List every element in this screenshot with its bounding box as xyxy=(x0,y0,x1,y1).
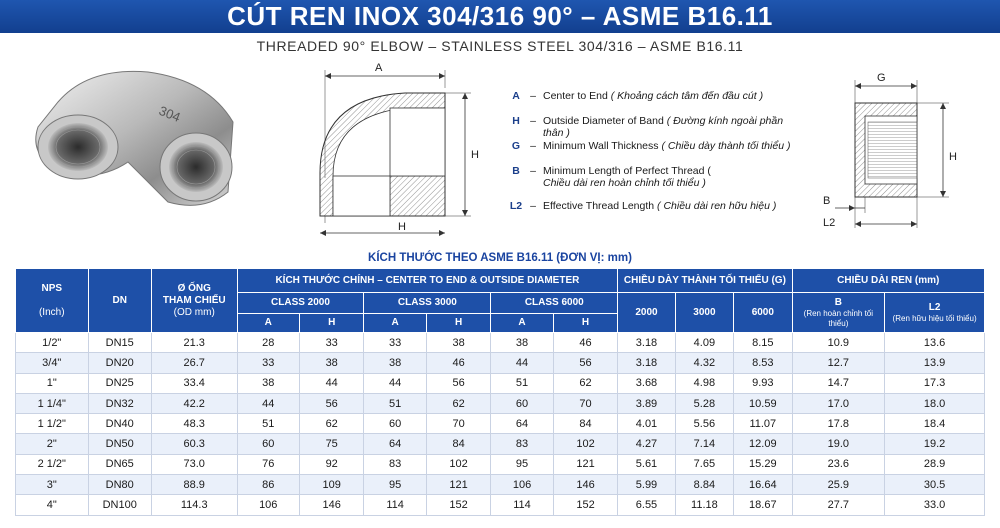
table-cell: 5.56 xyxy=(675,414,733,434)
table-cell: 18.0 xyxy=(885,393,985,413)
table-cell: 102 xyxy=(553,434,618,454)
legend-code: H xyxy=(512,115,520,127)
table-cell: DN40 xyxy=(88,414,151,434)
header-b xyxy=(792,293,885,333)
table-cell: 17.0 xyxy=(792,393,885,413)
table-cell: DN50 xyxy=(88,434,151,454)
legend-dash: – xyxy=(530,200,536,212)
table-row xyxy=(16,373,985,393)
table-cell: 27.7 xyxy=(792,495,885,515)
table-cell: 4.98 xyxy=(675,373,733,393)
table-row xyxy=(16,333,985,353)
table-cell: 28.9 xyxy=(885,454,985,474)
header-thread: CHIỀU DÀI REN (mm) xyxy=(792,269,984,293)
table-cell: 4.09 xyxy=(675,333,733,353)
table-cell: 146 xyxy=(299,495,363,515)
table-cell: 33 xyxy=(364,333,426,353)
table-cell: 70 xyxy=(426,414,490,434)
table-cell: 15.29 xyxy=(734,454,792,474)
table-cell: 3/4" xyxy=(16,353,89,373)
header-b-note: (Ren hoàn chỉnh tối thiểu) xyxy=(803,308,874,328)
table-cell: DN32 xyxy=(88,393,151,413)
socket-section-drawing xyxy=(805,68,975,238)
table-cell: 92 xyxy=(299,454,363,474)
header-dn: DN xyxy=(88,269,151,333)
table-row xyxy=(16,414,985,434)
table-row xyxy=(16,495,985,515)
table-cell: 6.55 xyxy=(618,495,675,515)
page-subtitle: THREADED 90° ELBOW – STAINLESS STEEL 304/316 – ASME B16.11 xyxy=(256,38,744,54)
table-cell: 76 xyxy=(237,454,299,474)
table-cell: 56 xyxy=(426,373,490,393)
table-body xyxy=(16,333,985,516)
table-cell: 44 xyxy=(491,353,553,373)
label-a: A xyxy=(375,62,383,74)
header-wall-3000: 3000 xyxy=(675,293,733,333)
table-cell: 60 xyxy=(237,434,299,454)
table-cell: 7.65 xyxy=(675,454,733,474)
header-nps-label: NPS xyxy=(41,282,63,294)
table-cell: 62 xyxy=(426,393,490,413)
table-cell: 14.7 xyxy=(792,373,885,393)
legend-note: ( Chiều dài ren hữu hiệu ) xyxy=(657,200,777,212)
table-cell: 62 xyxy=(553,373,618,393)
header-l2-label: L2 xyxy=(928,301,941,313)
header-l2 xyxy=(885,293,985,333)
table-cell: 102 xyxy=(426,454,490,474)
table-cell: 106 xyxy=(237,495,299,515)
table-cell: 3.68 xyxy=(618,373,675,393)
table-cell: 42.2 xyxy=(151,393,237,413)
table-cell: 84 xyxy=(426,434,490,454)
table-cell: 62 xyxy=(299,414,363,434)
table-cell: 11.18 xyxy=(675,495,733,515)
header-b-label: B xyxy=(834,296,842,308)
elbow-marking: 304 xyxy=(156,102,183,125)
table-cell: 18.4 xyxy=(885,414,985,434)
header-l2-note: (Ren hữu hiệu tối thiểu) xyxy=(892,313,977,323)
table-cell: 3.89 xyxy=(618,393,675,413)
table-cell: 152 xyxy=(426,495,490,515)
table-cell: 25.9 xyxy=(792,475,885,495)
table-cell: 64 xyxy=(491,414,553,434)
header-class-2000: CLASS 2000 xyxy=(237,293,364,314)
table-cell: 46 xyxy=(426,353,490,373)
table-cell: 60 xyxy=(364,414,426,434)
header-od-unit: (OD mm) xyxy=(173,306,215,318)
header-od xyxy=(151,269,237,333)
header-od-line1: Ø ỐNG xyxy=(177,282,211,294)
table-cell: DN25 xyxy=(88,373,151,393)
header-class-3000: CLASS 3000 xyxy=(364,293,491,314)
table-cell: 114 xyxy=(364,495,426,515)
table-cell: 60.3 xyxy=(151,434,237,454)
table-cell: 12.09 xyxy=(734,434,792,454)
table-cell: 70 xyxy=(553,393,618,413)
table-cell: 51 xyxy=(237,414,299,434)
table-cell: 3" xyxy=(16,475,89,495)
legend-note: Chiều dài ren hoàn chỉnh tối thiểu ) xyxy=(543,177,706,189)
table-cell: 4.32 xyxy=(675,353,733,373)
table-cell: 56 xyxy=(299,393,363,413)
table-cell: 23.6 xyxy=(792,454,885,474)
table-cell: 28 xyxy=(237,333,299,353)
table-cell: DN80 xyxy=(88,475,151,495)
header-h-3000: H xyxy=(426,314,490,333)
header-wall-2000: 2000 xyxy=(618,293,675,333)
label-l2: L2 xyxy=(823,217,836,229)
dimension-table xyxy=(15,268,985,516)
table-cell: 48.3 xyxy=(151,414,237,434)
table-cell: 1 1/4" xyxy=(16,393,89,413)
table-cell: 38 xyxy=(237,373,299,393)
table-cell: 2" xyxy=(16,434,89,454)
table-cell: 38 xyxy=(364,353,426,373)
table-cell: 13.6 xyxy=(885,333,985,353)
table-cell: 19.2 xyxy=(885,434,985,454)
header-nps-unit: (Inch) xyxy=(38,306,65,318)
label-g: G xyxy=(877,72,886,84)
legend-text: Minimum Wall Thickness xyxy=(543,140,659,152)
table-cell: 16.64 xyxy=(734,475,792,495)
table-cell: 121 xyxy=(426,475,490,495)
table-cell: 38 xyxy=(426,333,490,353)
label-h: H xyxy=(471,149,479,161)
table-cell: 19.0 xyxy=(792,434,885,454)
header-nps xyxy=(16,269,89,333)
table-cell: 10.9 xyxy=(792,333,885,353)
table-cell: 3.18 xyxy=(618,333,675,353)
table-cell: 106 xyxy=(491,475,553,495)
table-cell: 26.7 xyxy=(151,353,237,373)
legend-dash: – xyxy=(530,90,536,102)
table-cell: 83 xyxy=(491,434,553,454)
legend-desc xyxy=(543,115,805,139)
legend-note: ( Khoảng cách tâm đến đầu cút ) xyxy=(610,90,764,102)
table-cell: 152 xyxy=(553,495,618,515)
header-a-2000: A xyxy=(237,314,299,333)
table-cell: 64 xyxy=(364,434,426,454)
table-cell: 51 xyxy=(491,373,553,393)
table-cell: 121 xyxy=(553,454,618,474)
table-row xyxy=(16,393,985,413)
table-cell: 8.15 xyxy=(734,333,792,353)
legend-note: ( Đường kính ngoài phần thân ) xyxy=(543,115,784,139)
table-cell: 10.59 xyxy=(734,393,792,413)
legend-desc xyxy=(543,200,805,212)
table-cell: 1/2" xyxy=(16,333,89,353)
table-row xyxy=(16,454,985,474)
legend-code: L2 xyxy=(509,200,523,212)
table-cell: DN65 xyxy=(88,454,151,474)
table-cell: 56 xyxy=(553,353,618,373)
table-row xyxy=(16,353,985,373)
table-cell: 8.84 xyxy=(675,475,733,495)
table-cell: 88.9 xyxy=(151,475,237,495)
legend-desc xyxy=(543,165,805,189)
table-cell: 75 xyxy=(299,434,363,454)
table-cell: 13.9 xyxy=(885,353,985,373)
table-cell: 146 xyxy=(553,475,618,495)
table-cell: 18.67 xyxy=(734,495,792,515)
table-cell: 5.99 xyxy=(618,475,675,495)
table-cell: 44 xyxy=(299,373,363,393)
table-cell: 83 xyxy=(364,454,426,474)
table-cell: 46 xyxy=(553,333,618,353)
table-cell: 33 xyxy=(237,353,299,373)
table-cell: 114 xyxy=(491,495,553,515)
table-title: KÍCH THƯỚC THEO ASME B16.11 (ĐƠN VỊ: mm) xyxy=(368,252,632,264)
table-cell: 12.7 xyxy=(792,353,885,373)
table-cell: 95 xyxy=(491,454,553,474)
label-h2: H xyxy=(949,151,957,163)
header-main-dims: KÍCH THƯỚC CHÍNH – CENTER TO END & OUTSIDE DIAMETER xyxy=(237,269,618,293)
legend-code: A xyxy=(512,90,520,102)
table-cell: 51 xyxy=(364,393,426,413)
table-cell: 11.07 xyxy=(734,414,792,434)
table-row xyxy=(16,475,985,495)
label-h-bottom: H xyxy=(398,221,406,233)
header-h-6000: H xyxy=(553,314,618,333)
table-row xyxy=(16,434,985,454)
table-cell: 30.5 xyxy=(885,475,985,495)
label-b: B xyxy=(823,195,831,207)
legend-text: Center to End xyxy=(543,90,608,102)
table-cell: 44 xyxy=(237,393,299,413)
table-cell: 1 1/2" xyxy=(16,414,89,434)
legend-dash: – xyxy=(530,115,536,127)
table-cell: 17.8 xyxy=(792,414,885,434)
elbow-product-image xyxy=(18,62,253,220)
table-cell: 1" xyxy=(16,373,89,393)
table-cell: 33.0 xyxy=(885,495,985,515)
table-cell: 17.3 xyxy=(885,373,985,393)
table-cell: 33 xyxy=(299,333,363,353)
header-h-2000: H xyxy=(299,314,363,333)
header-wall: CHIỀU DÀY THÀNH TỐI THIỂU (G) xyxy=(618,269,792,293)
table-cell: 114.3 xyxy=(151,495,237,515)
table-cell: 9.93 xyxy=(734,373,792,393)
table-cell: 4" xyxy=(16,495,89,515)
legend-desc xyxy=(543,90,805,102)
table-cell: DN20 xyxy=(88,353,151,373)
table-cell: 5.28 xyxy=(675,393,733,413)
table-cell: 95 xyxy=(364,475,426,495)
legend-dash: – xyxy=(530,165,536,177)
legend-code: B xyxy=(512,165,520,177)
header-a-3000: A xyxy=(364,314,426,333)
table-cell: 84 xyxy=(553,414,618,434)
legend-text: Minimum Length of Perfect Thread ( xyxy=(543,165,711,177)
table-cell: DN15 xyxy=(88,333,151,353)
header-wall-6000: 6000 xyxy=(734,293,792,333)
table-cell: DN100 xyxy=(88,495,151,515)
table-cell: 8.53 xyxy=(734,353,792,373)
table-cell: 4.27 xyxy=(618,434,675,454)
table-cell: 33.4 xyxy=(151,373,237,393)
table-cell: 21.3 xyxy=(151,333,237,353)
elbow-section-drawing xyxy=(295,58,505,238)
table-cell: 86 xyxy=(237,475,299,495)
legend-desc xyxy=(543,140,805,152)
table-cell: 44 xyxy=(364,373,426,393)
table-cell: 60 xyxy=(491,393,553,413)
header-a-6000: A xyxy=(491,314,553,333)
table-cell: 5.61 xyxy=(618,454,675,474)
table-cell: 109 xyxy=(299,475,363,495)
table-cell: 2 1/2" xyxy=(16,454,89,474)
legend-text: Effective Thread Length xyxy=(543,200,655,212)
table-cell: 3.18 xyxy=(618,353,675,373)
legend-code: G xyxy=(511,140,521,152)
table-cell: 4.01 xyxy=(618,414,675,434)
page-title: CÚT REN INOX 304/316 90° – ASME B16.11 xyxy=(0,0,1000,33)
table-cell: 73.0 xyxy=(151,454,237,474)
table-cell: 38 xyxy=(491,333,553,353)
legend-dash: – xyxy=(530,140,536,152)
legend-text: Outside Diameter of Band xyxy=(543,115,664,127)
header-class-6000: CLASS 6000 xyxy=(491,293,618,314)
header-od-line2: THAM CHIẾU xyxy=(162,294,226,306)
legend-note: ( Chiều dày thành tối thiểu ) xyxy=(661,140,791,152)
table-cell: 38 xyxy=(299,353,363,373)
table-cell: 7.14 xyxy=(675,434,733,454)
